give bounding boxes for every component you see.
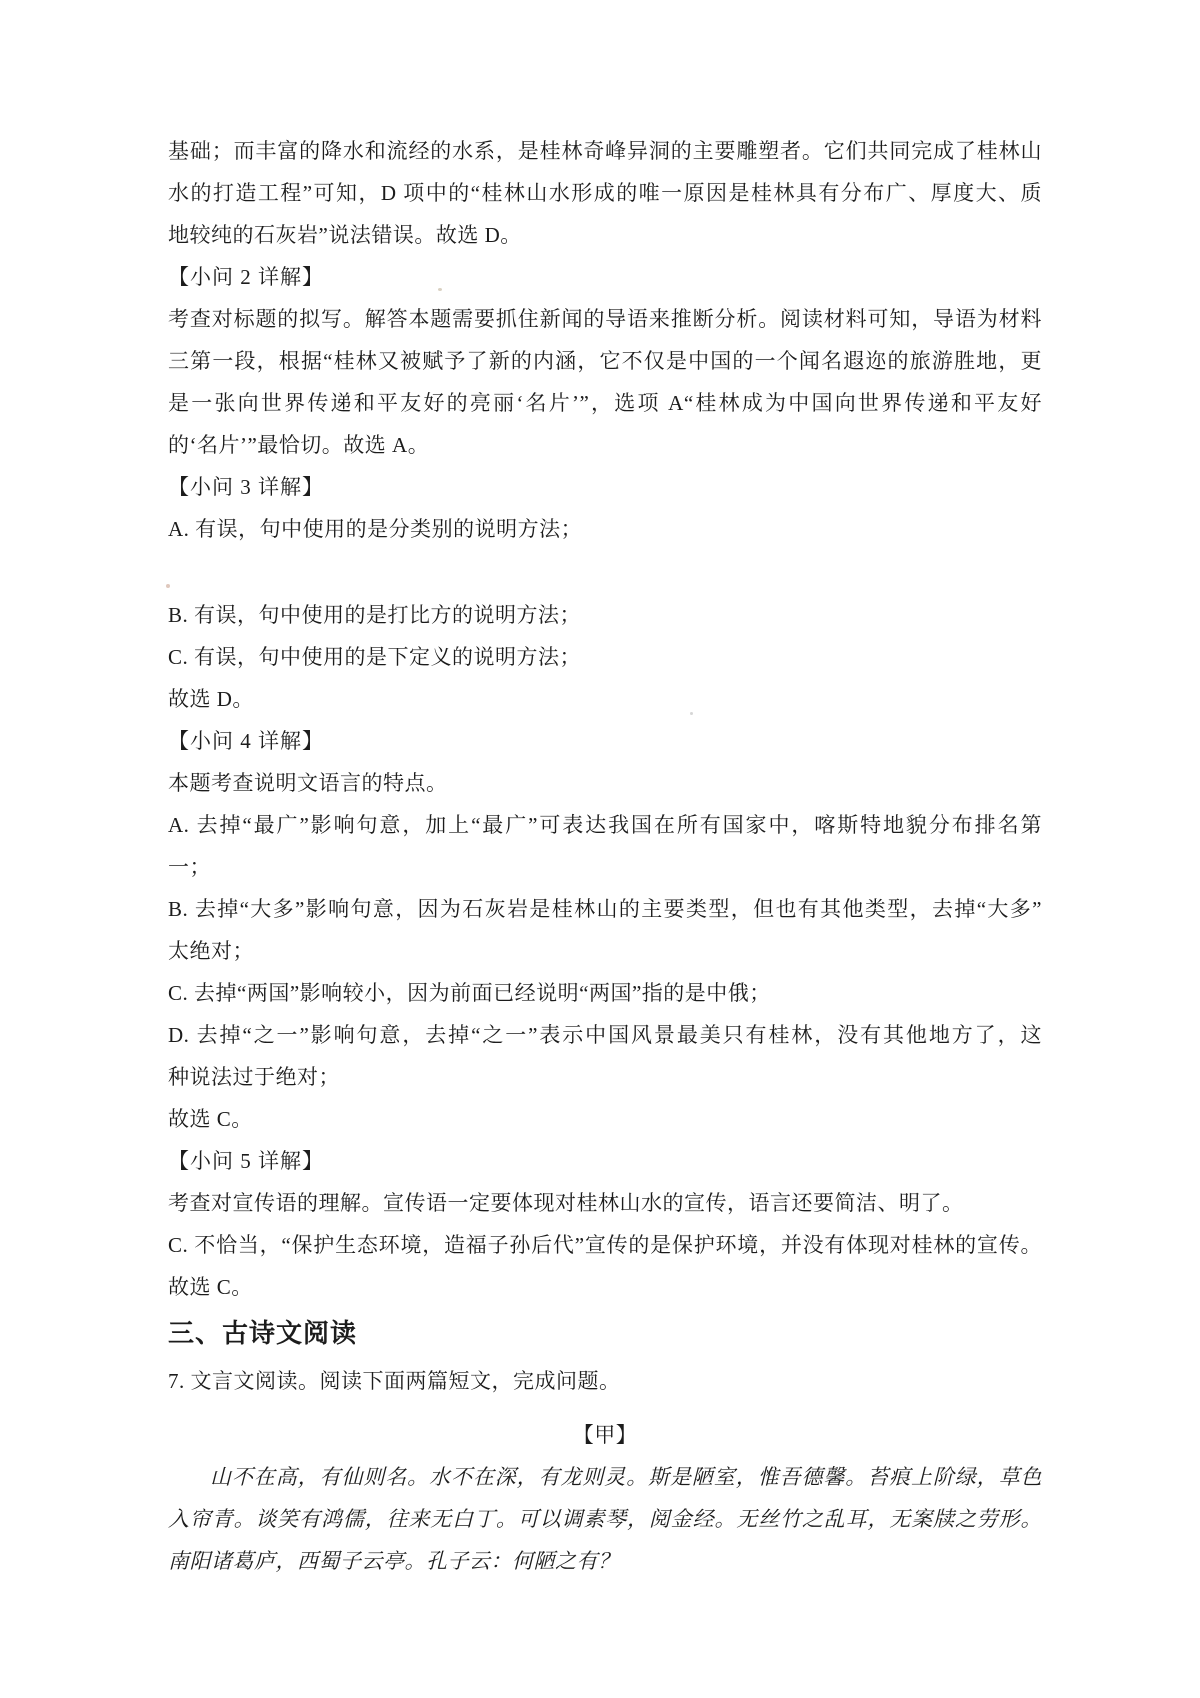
subquestion-3-label: 【小问 3 详解】 (168, 475, 324, 499)
answer-text-line: 考查对标题的拟写。解答本题需要抓住新闻的导语来推断分析。阅读材料可知，导语为材料 (168, 307, 1042, 331)
option-d-line: D. 去掉“之一”影响句意，去掉“之一”表示中国风景最美只有桂林，没有其他地方了，这 (168, 1023, 1042, 1047)
answer-text-line: 本题考查说明文语言的特点。 (168, 771, 448, 795)
answer-text-line: 故选 C。 (168, 1275, 253, 1299)
passage-jia-line: 山不在高，有仙则名。水不在深，有龙则灵。斯是陋室，惟吾德馨。苔痕上阶绿，草色 (210, 1465, 1042, 1489)
answer-text-line: 种说法过于绝对； (168, 1065, 340, 1089)
option-b-line: B. 有误，句中使用的是打比方的说明方法； (168, 603, 582, 627)
answer-text-line: 是一张向世界传递和平友好的亮丽‘名片’”，选项 A“桂林成为中国向世界传递和平友好 (168, 391, 1042, 415)
subquestion-4-label: 【小问 4 详解】 (168, 729, 324, 753)
answer-text-line: 三第一段，根据“桂林又被赋予了新的内涵，它不仅是中国的一个闻名遐迩的旅游胜地，更 (168, 349, 1042, 373)
text-column (168, 130, 1042, 1582)
section-heading: 三、古诗文阅读 (168, 1318, 358, 1348)
answer-text-line: 水的打造工程”可知，D 项中的“桂林山水形成的唯一原因是桂林具有分布广、厚度大、质 (168, 181, 1042, 205)
subquestion-5-label: 【小问 5 详解】 (168, 1149, 324, 1173)
answer-text-line: 地较纯的石灰岩”说法错误。故选 D。 (168, 223, 522, 247)
answer-text-line: 故选 D。 (168, 687, 254, 711)
option-a-line: A. 去掉“最广”影响句意，加上“最广”可表达我国在所有国家中，喀斯特地貌分布排名第 (168, 813, 1042, 837)
answer-text-line: 考查对宣传语的理解。宣传语一定要体现对桂林山水的宣传，语言还要简洁、明了。 (168, 1191, 964, 1215)
subquestion-2-label: 【小问 2 详解】 (168, 265, 324, 289)
option-c-line: C. 不恰当，“保护生态环境，造福子孙后代”宣传的是保护环境，并没有体现对桂林的宣传。 (168, 1233, 1042, 1257)
option-c-line: C. 有误，句中使用的是下定义的说明方法； (168, 645, 582, 669)
option-a-line: A. 有误，句中使用的是分类别的说明方法； (168, 517, 583, 541)
passage-jia-label: 【甲】 (572, 1423, 638, 1447)
answer-text-line: 基础；而丰富的降水和流经的水系，是桂林奇峰异洞的主要雕塑者。它们共同完成了桂林山 (168, 139, 1042, 163)
option-c-line: C. 去掉“两国”影响较小，因为前面已经说明“两国”指的是中俄； (168, 981, 771, 1005)
passage-jia-line: 南阳诸葛庐，西蜀子云亭。孔子云：何陋之有？ (168, 1549, 620, 1573)
option-b-line: B. 去掉“大多”影响句意，因为石灰岩是桂林山的主要类型，但也有其他类型，去掉“大多” (168, 897, 1042, 921)
answer-text-line: 一； (168, 855, 211, 879)
answer-text-line: 的‘名片’”最恰切。故选 A。 (168, 433, 430, 457)
passage-jia-line: 入帘青。谈笑有鸿儒，往来无白丁。可以调素琴，阅金经。无丝竹之乱耳，无案牍之劳形。 (168, 1507, 1042, 1531)
question-7-intro: 7. 文言文阅读。阅读下面两篇短文，完成问题。 (168, 1369, 621, 1393)
answer-text-line: 故选 C。 (168, 1107, 253, 1131)
answer-text-line: 太绝对； (168, 939, 254, 963)
